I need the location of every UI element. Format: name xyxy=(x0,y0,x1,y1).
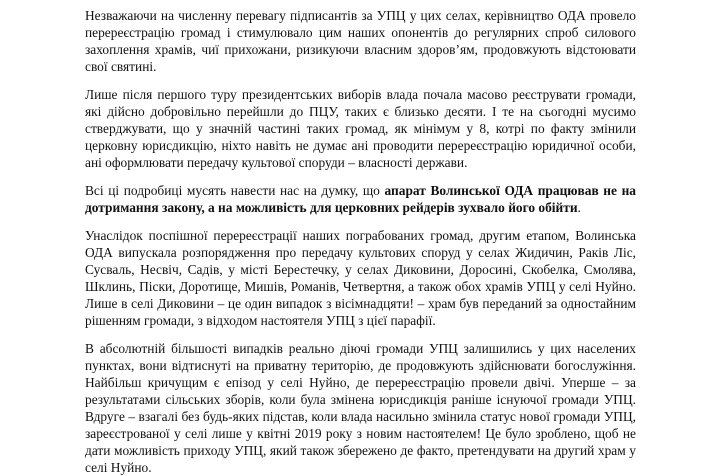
paragraph xyxy=(85,182,640,216)
paragraph xyxy=(85,340,640,476)
text-run: Лише після першого туру президентських виборів влада почала масово реєструвати громади, які дійсно добровільно перейшли до ПЦУ, таких є близько десяти. І те на сьогодні мусимо стверджувати, що у значній частині таких громад, як мінімум у 8, котрі по факту змінили церковну юрисдикцію, ніхто навіть не думає ані проводити перереєстрацію юридичної особи, ані оформлювати передачу культової споруди – власності держави. xyxy=(85,87,640,170)
paragraph xyxy=(85,7,640,75)
text-run: . xyxy=(577,200,581,215)
text-run: Незважаючи на численну перевагу підписантів за УПЦ у цих селах, керівництво ОДА провело перереєстрацію громад і стимулювало цим наших опонентів до регулярних спроб силового захоплення храмів, чиї прихожани, ризикуючи власним здоров’ям, продовжують відстоювати свої святині. xyxy=(85,8,640,74)
paragraph xyxy=(85,86,640,171)
text-run: В абсолютній більшості випадків реально діючі громади УПЦ залишились у цих населених пунктах, вони відтиснуті на приватну територію, де продовжують здійснювати богослужіння. Найбільш кричущим є епізод у селі Нуйно, де перереєстрацію провели двічі. Уперше – за результатами сільських зборів, коли була змінена юрисдикція раніше існуючої громади УПЦ. Вдруге – взагалі без будь-яких підстав, коли влада насильно змінила статус нової громади УПЦ, зареєстрованої у селі лише у квітні 2019 року з новим настоятелем! Це було зроблено, щоб не дати можливість приходу УПЦ, який також збережено де факто, претендувати на другий храм у селі Нуйно. xyxy=(85,341,640,475)
text-run-bold: апарат Волинської ОДА працював не на дотримання закону, а на можливість для церковних рейдерів зухвало його обійти xyxy=(85,183,640,215)
text-run: Всі ці подробиці мусять навести нас на думку, що xyxy=(85,183,385,198)
text-run: Унаслідок поспішної перереєстрації наших пограбованих громад, другим етапом, Волинська ОДА випускала розпорядження про передачу культових споруд у селах Жидичин, Раків Ліс, Сусваль, Несвіч, Садів, у місті Берестечку, у селах Диковини, Доросині, Скобелка, Смолява, Шклинь, Піски, Доротище, Мишів, Романів, Четвертня, а також обох храмів УПЦ у селі Нуйно. Лише в селі Диковини – це один випадок з вісімнадцяти! – храм був переданий за одностайним рішенням громади, з відходом настоятеля УПЦ з цієї парафії. xyxy=(85,228,640,328)
paragraph xyxy=(85,227,640,329)
